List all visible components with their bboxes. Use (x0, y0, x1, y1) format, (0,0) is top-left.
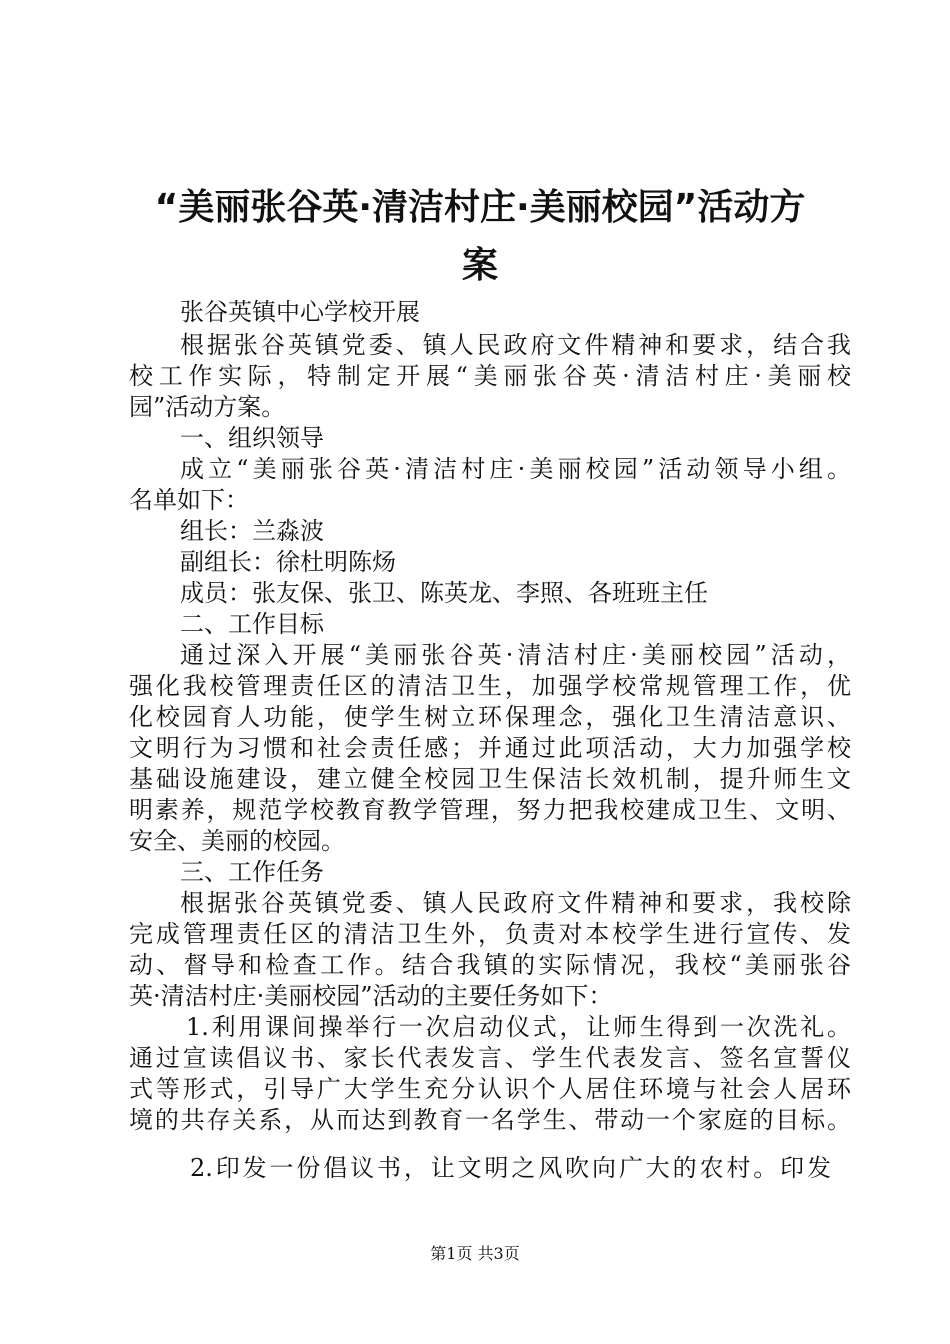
paragraph-line: 完成管理责任区的清洁卫生外，负责对本校学生进行宣传、发 (129, 920, 851, 948)
document-title-line-1: “美丽张谷英·清洁村庄·美丽校园”活动方 (154, 187, 806, 228)
paragraph-line: 成员：张友保、张卫、陈英龙、李照、各班班主任 (180, 579, 708, 607)
paragraph-line: 式等形式，引导广大学生充分认识个人居住环境与社会人居环 (129, 1075, 851, 1103)
paragraph-line: 化校园育人功能，使学生树立环保理念，强化卫生清洁意识、 (129, 703, 851, 731)
paragraph-line: 成立“美丽张谷英·清洁村庄·美丽校园”活动领导小组。 (180, 455, 851, 483)
paragraph-line: 英·清洁村庄·美丽校园”活动的主要任务如下： (129, 982, 613, 1010)
paragraph-line: 强化我校管理责任区的清洁卫生，加强学校常规管理工作，优 (129, 672, 851, 700)
paragraph-line: 2.印发一份倡议书，让文明之风吹向广大的农村。印发 (190, 1154, 831, 1182)
paragraph-line: 校工作实际，特制定开展“美丽张谷英·清洁村庄·美丽校 (129, 362, 851, 390)
paragraph-line: 通过深入开展“美丽张谷英·清洁村庄·美丽校园”活动， (180, 641, 851, 669)
document-title-line-2: 案 (461, 245, 498, 286)
section-heading: 一、组织领导 (180, 424, 324, 452)
paragraph-line: 根据张谷英镇党委、镇人民政府文件精神和要求，我校除 (180, 889, 851, 917)
paragraph-line: 安全、美丽的校园。 (129, 827, 345, 855)
paragraph-line: 根据张谷英镇党委、镇人民政府文件精神和要求，结合我 (180, 331, 851, 359)
paragraph-line: 园”活动方案。 (129, 393, 286, 421)
section-heading: 三、工作任务 (180, 858, 324, 886)
page-footer: 第1页 共3页 (430, 1244, 520, 1263)
section-heading: 二、工作目标 (180, 610, 324, 638)
paragraph-line: 文明行为习惯和社会责任感；并通过此项活动，大力加强学校 (129, 734, 851, 762)
paragraph-line: 明素养，规范学校教育教学管理，努力把我校建成卫生、文明、 (129, 796, 851, 824)
paragraph-line: 基础设施建设，建立健全校园卫生保洁长效机制，提升师生文 (129, 765, 851, 793)
paragraph-line: 通过宣读倡议书、家长代表发言、学生代表发言、签名宣誓仪 (129, 1044, 851, 1072)
paragraph-line: 副组长：徐杜明陈炀 (180, 548, 396, 576)
paragraph-line: 1.利用课间操举行一次启动仪式，让师生得到一次洗礼。 (186, 1013, 851, 1041)
paragraph-line: 名单如下： (129, 486, 249, 514)
paragraph-line: 动、督导和检查工作。结合我镇的实际情况，我校“美丽张谷 (129, 951, 851, 979)
paragraph-line: 境的共存关系，从而达到教育一名学生、带动一个家庭的目标。 (129, 1106, 851, 1134)
paragraph-line: 组长：兰淼波 (180, 517, 324, 545)
subtitle-line: 张谷英镇中心学校开展 (180, 298, 420, 326)
